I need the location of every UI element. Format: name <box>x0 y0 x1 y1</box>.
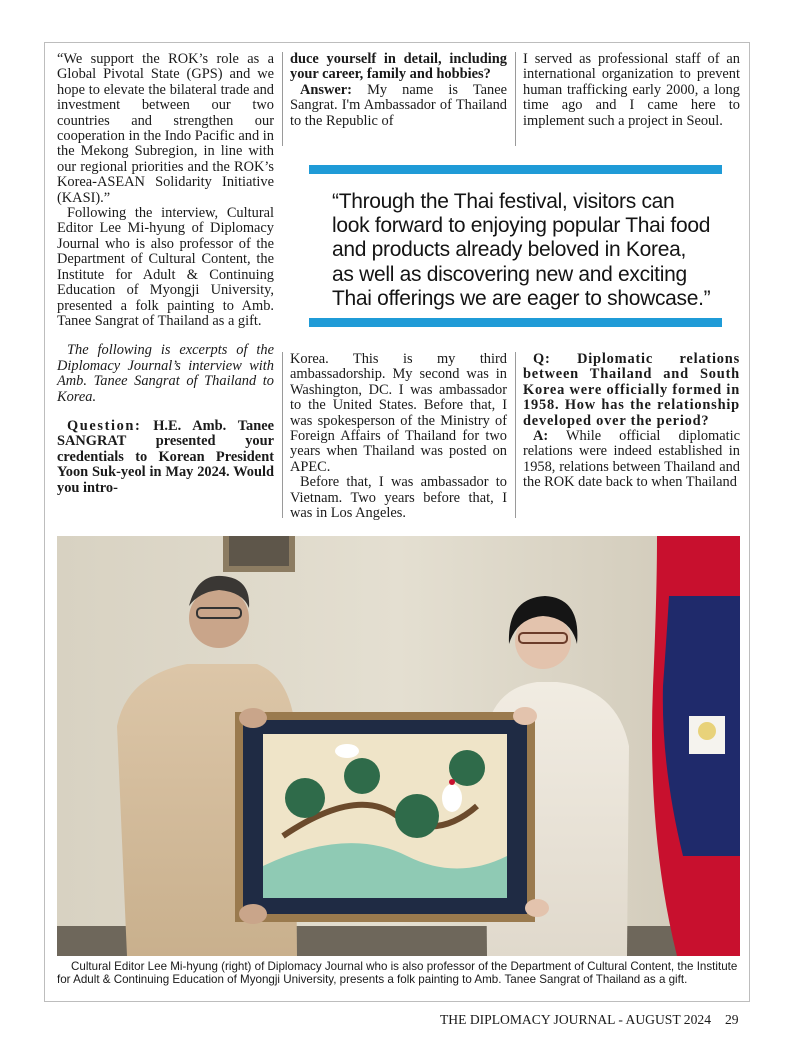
article-column-3-top <box>523 52 740 129</box>
quote-paragraph: “We support the ROK’s role as a Global Pivotal State (GPS) and we hope to elevate the bilateral trade and investment between our two countries and strengthen our cooperation in the Indo Pacific and in the Mekong Subregion, in line with our regional priorities and the ROK’s Korea-ASEAN Solidarity Initiative (KASI).” <box>57 51 274 206</box>
question-label: Question: <box>67 417 142 434</box>
answer-paragraph: A: While official diplomatic relations were indeed established in 1958, relations between Thailand and the ROK date back to when Thailand <box>523 428 740 491</box>
question-paragraph: Q: Diplomatic relations between Thailand and South Korea were officially formed in 1958. How has the relationship developed over the period? <box>523 351 740 429</box>
body-paragraph: Korea. This is my third ambassadorship. My second was in Washington, DC. I was ambassador to the United States. Before that, I was spokesperson of the Ministry of Foreign Affairs of Thailand for two years when Thailand was posted on APEC. <box>290 351 507 475</box>
column-divider <box>515 352 516 518</box>
answer-paragraph: Answer: My name is Tanee Sangrat. I'm Ambassador of Thailand to the Republic of <box>290 81 507 129</box>
intro-paragraph: The following is excerpts of the Diplomacy Journal’s interview with Amb. Tanee Sangrat of Thailand to Korea. <box>57 342 274 405</box>
answer-label: Answer: <box>300 81 352 98</box>
column-divider <box>282 352 283 518</box>
article-photo <box>57 536 740 956</box>
question-text: H.E. Amb. Tanee SANGRAT presented your credentials to Korean President Yoon Suk-yeol in May 2024. Would you intro- <box>57 417 274 496</box>
column-divider <box>282 52 283 146</box>
page-number: 29 <box>725 1012 739 1027</box>
article-column-3-bottom <box>523 352 740 491</box>
body-paragraph: Following the interview, Cultural Editor Lee Mi-hyung of Diplomacy Journal who is also professor of the Department of Cultural Content, the Institute for Adult & Continuing Education of Myongji University, presented a folk painting to Amb. Tanee Sangrat of Thailand as a gift. <box>57 205 274 329</box>
publication-name: THE DIPLOMACY JOURNAL - AUGUST 2024 <box>440 1012 711 1027</box>
photo-caption: Cultural Editor Lee Mi-hyung (right) of Diplomacy Journal who is also professor of the Department of Cultural Content, the Institute for Adult & Continuing Education of Myongji University, presents a folk painting to Amb. Tanee Sangrat of Thailand as a gift. <box>57 960 738 987</box>
question-continuation: duce yourself in detail, including your career, family and hobbies? <box>290 51 507 83</box>
pull-quote-bar-top <box>309 165 722 174</box>
column-divider <box>515 52 516 146</box>
page-footer <box>440 1012 739 1028</box>
answer-label: A: <box>533 428 549 445</box>
photo-illustration <box>57 536 740 956</box>
question-paragraph <box>57 419 274 496</box>
article-column-2-top <box>290 52 507 129</box>
body-paragraph: Before that, I was ambassador to Vietnam. Two years before that, I was in Los Angeles. <box>290 474 507 522</box>
pull-quote: “Through the Thai festival, visitors can look forward to enjoying popular Thai food and products already beloved in Korea, as well as discovering new and exciting Thai offerings we are eager to showcase.” <box>332 190 711 310</box>
article-column-2-bottom <box>290 352 507 521</box>
article-column-1 <box>57 52 274 496</box>
body-paragraph: I served as professional staff of an international organization to prevent human trafficking early 2000, a long time ago and I came here to implement such a project in Seoul. <box>523 51 740 129</box>
pull-quote-bar-bottom <box>309 318 722 327</box>
